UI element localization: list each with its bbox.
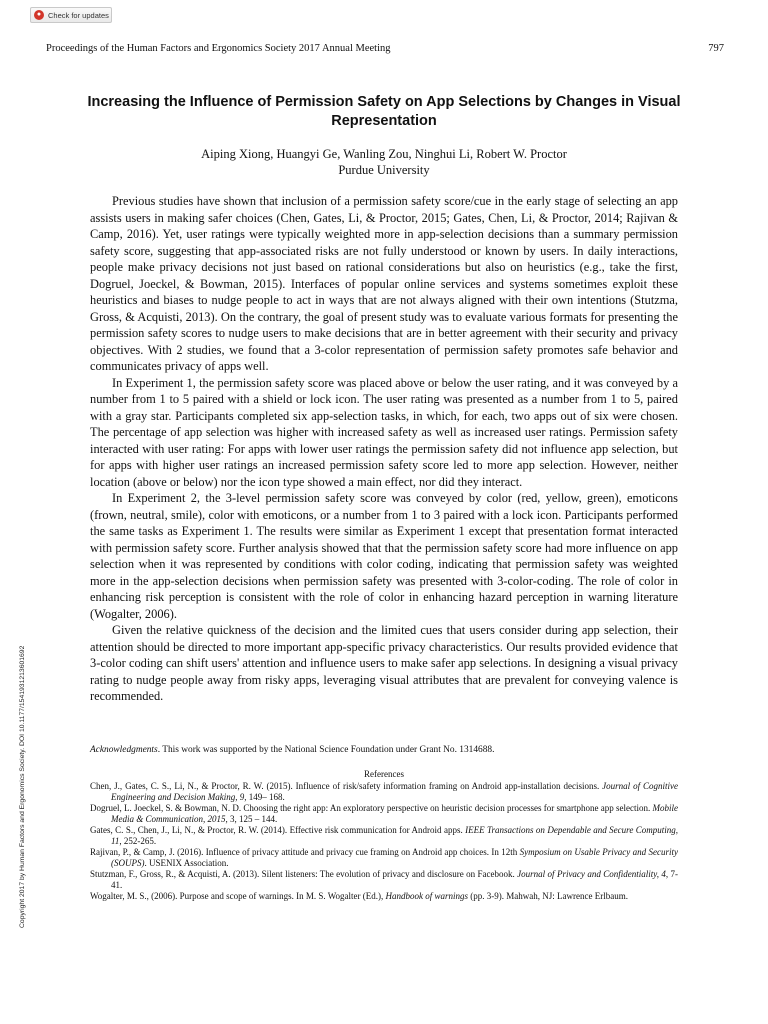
- reference-text: Stutzman, F., Gross, R., & Acquisti, A. (2013). Silent listeners: The evolution of privacy and disclosure on Facebook.: [90, 869, 518, 879]
- reference-source: IEEE Transactions on Dependable and Secure Computing, 11: [111, 825, 678, 846]
- reference-text: Chen, J., Gates, C. S., Li, N., & Proctor, R. W. (2015). Influence of risk/safety information framing on Android app-installation decisions.: [90, 781, 603, 791]
- reference-source: Journal of Privacy and Confidentiality, 4: [517, 869, 666, 879]
- reference-item: [90, 825, 678, 847]
- reference-source: Symposium on Usable Privacy and Security (SOUPS): [111, 847, 678, 868]
- reference-text: , 3, 125 – 144.: [225, 814, 278, 824]
- update-icon: ●: [34, 10, 44, 20]
- reference-item: [90, 869, 678, 891]
- reference-item: [90, 781, 678, 803]
- author-list: Aiping Xiong, Huangyi Ge, Wanling Zou, Ninghui Li, Robert W. Proctor: [201, 147, 567, 161]
- reference-text: , 7-41.: [111, 869, 678, 890]
- acknowledgments: [90, 744, 678, 756]
- check-for-updates-badge[interactable]: [30, 7, 112, 23]
- reference-text: Dogruel, L. Joeckel, S. & Bowman, N. D. Choosing the right app: An exploratory perspective on heuristic decision processes for smartphone app selection.: [90, 803, 653, 813]
- reference-text: . USENIX Association.: [144, 858, 229, 868]
- references-heading: References: [364, 769, 404, 779]
- reference-item: [90, 891, 678, 902]
- reference-source: Handbook of warnings: [385, 891, 468, 901]
- reference-text: (pp. 3-9). Mahwah, NJ: Lawrence Erlbaum.: [468, 891, 628, 901]
- reference-text: Gates, C. S., Chen, J., Li, N., & Proctor, R. W. (2014). Effective risk communication for Android apps.: [90, 825, 466, 835]
- copyright-sidebar: Copyright 2017 by Human Factors and Ergonomics Society. DOI 10.1177/1541931213601692: [19, 645, 26, 928]
- abstract-body: [90, 193, 678, 705]
- journal-name: Proceedings of the Human Factors and Ergonomics Society 2017 Annual Meeting: [46, 43, 391, 54]
- abstract-paragraph: In Experiment 1, the permission safety score was placed above or below the user rating, and it was conveyed by a number from 1 to 5 paired with a shield or lock icon. The user rating was presented as a number from 1 to 5, paired with a gray star. Participants completed six app-selection tasks, in which, for each, two apps out of six were chosen. The percentage of app selection was higher with increased safety as well as increased user ratings. Permission safety interacted with user rating: For apps with lower user ratings the permission safety did not influence app selection, but for apps with higher user ratings an increased permission safety score led to more app selection. However, neither location (above or below) nor the icon type showed a main effect, nor did they interact.: [90, 375, 678, 489]
- references-section: [90, 769, 678, 902]
- abstract-paragraph: Previous studies have shown that inclusion of a permission safety score/cue in the early stage of selecting an app assists users in making safer choices (Chen, Gates, Li, & Proctor, 2015; Gates, Chen, Li, & Proctor, 2014; Rajivan & Camp, 2016). Yet, user ratings were typically weighted more in app-selection decisions than a summary permission safety score, suggesting that app-associated risks are not fully understood or known by users. In daily interactions, people make privacy decisions not just based on rational considerations but also on heuristics (e.g., take the first, Dogruel, Joeckel, & Bowman, 2015). Interfaces of popular online services and systems sometimes exploit these heuristics and biases to nudge people to act in ways that are not always aligned with their own intentions (Stutzma, Gross, & Acquisti, 2013). On the contrary, the goal of present study was to evaluate various formats for presenting the permission safety scores to nudge users to make decisions that are in better agreement with their security and privacy objectives. With 2 studies, we found that a 3-color representation of permission safety promotes safe behavior and communicates privacy of apps well.: [90, 194, 678, 373]
- abstract-paragraph: Given the relative quickness of the decision and the limited cues that users consider during app selection, their attention should be directed to more important app-specific privacy characteristics. Our results provided evidence that 3-color coding can shift users' attention and influence users to make safer app selections. In designing a visual privacy rating to nudge people away from risky apps, leveraging visual attributes that are prevalent for conveying valence is recommended.: [90, 623, 678, 703]
- reference-source: Mobile Media & Communication, 2015: [111, 803, 678, 824]
- reference-text: Wogalter, M. S., (2006). Purpose and scope of warnings. In M. S. Wogalter (Ed.),: [90, 891, 386, 901]
- reference-text: , 252-265.: [119, 836, 157, 846]
- page-number: 797: [708, 43, 724, 54]
- abstract-paragraph: In Experiment 2, the 3-level permission safety score was conveyed by color (red, yellow, green), emoticons (frown, neutral, smile), color with emoticons, or a number from 1 to 3 paired with a lock icon. Participants performed the same tasks as Experiment 1. The results were similar as Experiment 1 except that presentation format interacted with permission safety score. Further analysis showed that that the permission safety score had more influence on app selection when it was represented by conditions with color coding, indicating that permission safety was weighted more in the app-selection decisions when permission safety was presented with 3-color-coding. The role of color in enhancing risk perception is consistent with the role of color in enhancing hazard perception in warning literature (Wogalter, 2006).: [90, 491, 678, 621]
- acknowledgments-label: Acknowledgments: [90, 745, 158, 755]
- reference-text: , 149– 168.: [244, 792, 285, 802]
- running-header: [46, 43, 724, 54]
- reference-item: [90, 847, 678, 869]
- paper-title: Increasing the Influence of Permission Safety on App Selections by Changes in Visual Representation: [87, 94, 681, 129]
- reference-source: Journal of Cognitive Engineering and Decision Making, 9: [111, 781, 678, 802]
- check-for-updates-label: Check for updates: [48, 10, 109, 20]
- reference-item: [90, 803, 678, 825]
- acknowledgments-text: . This work was supported by the National Science Foundation under Grant No. 1314688.: [157, 745, 495, 755]
- affiliation: Purdue University: [338, 163, 430, 177]
- author-block: [80, 146, 688, 178]
- reference-text: Rajivan, P., & Camp, J. (2016). Influence of privacy attitude and privacy cue framing on Android app choices. In 12th: [90, 847, 520, 857]
